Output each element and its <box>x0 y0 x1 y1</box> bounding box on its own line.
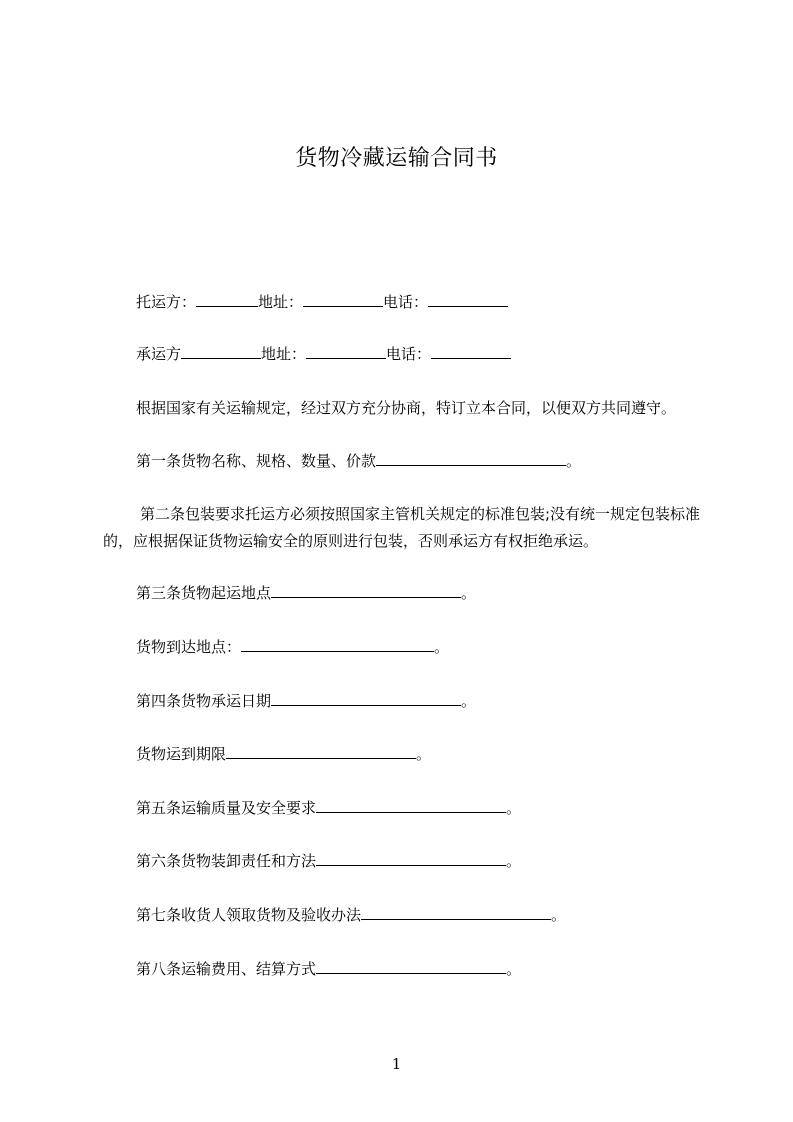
article-4-text: 第四条货物承运日期 <box>136 692 272 710</box>
arrival-place-period: 。 <box>434 638 450 656</box>
article-7-period: 。 <box>551 906 567 924</box>
article-8-blank[interactable] <box>316 959 506 974</box>
article-4 <box>136 691 476 711</box>
shipper-name-blank[interactable] <box>196 292 258 307</box>
article-1 <box>136 451 581 471</box>
shipper-phone-label: 电话： <box>383 293 429 311</box>
delivery-deadline-period: 。 <box>416 745 432 763</box>
article-3-blank[interactable] <box>271 583 461 598</box>
article-2: 第二条包装要求托运方必须按照国家主管机关规定的标准包装;没有统一规定包装标准的，应根据保证货物运输安全的原则进行包装，否则承运方有权拒绝承运。 <box>103 505 701 550</box>
carrier-line <box>136 344 511 364</box>
arrival-place <box>136 637 449 657</box>
carrier-label: 承运方 <box>136 345 182 363</box>
shipper-phone-blank[interactable] <box>428 292 508 307</box>
article-6 <box>136 851 521 871</box>
article-6-period: 。 <box>506 852 522 870</box>
arrival-place-blank[interactable] <box>241 637 434 652</box>
carrier-address-label: 地址： <box>261 345 307 363</box>
article-5 <box>136 798 521 818</box>
article-6-blank[interactable] <box>316 851 506 866</box>
delivery-deadline <box>136 744 431 764</box>
delivery-deadline-blank[interactable] <box>226 744 416 759</box>
preamble: 根据国家有关运输规定，经过双方充分协商，特订立本合同，以便双方共同遵守。 <box>136 399 677 417</box>
shipper-address-blank[interactable] <box>303 292 383 307</box>
article-3-text: 第三条货物起运地点 <box>136 584 272 602</box>
shipper-label: 托运方： <box>136 293 197 311</box>
article-1-period: 。 <box>566 452 582 470</box>
article-3-period: 。 <box>461 584 477 602</box>
article-1-blank[interactable] <box>376 451 566 466</box>
article-4-blank[interactable] <box>271 691 461 706</box>
article-6-text: 第六条货物装卸责任和方法 <box>136 852 317 870</box>
carrier-phone-blank[interactable] <box>431 344 511 359</box>
article-1-text: 第一条货物名称、规格、数量、价款 <box>136 452 377 470</box>
article-5-blank[interactable] <box>316 798 506 813</box>
shipper-address-label: 地址： <box>258 293 304 311</box>
carrier-name-blank[interactable] <box>181 344 261 359</box>
article-5-period: 。 <box>506 799 522 817</box>
page-number: 1 <box>391 1055 402 1073</box>
shipper-line <box>136 292 508 312</box>
article-5-text: 第五条运输质量及安全要求 <box>136 799 317 817</box>
article-7-text: 第七条收货人领取货物及验收办法 <box>136 906 362 924</box>
delivery-deadline-text: 货物运到期限 <box>136 745 227 763</box>
document-title: 货物冷藏运输合同书 <box>295 146 498 171</box>
article-3 <box>136 583 476 603</box>
carrier-phone-label: 电话： <box>386 345 432 363</box>
article-7 <box>136 905 566 925</box>
carrier-address-blank[interactable] <box>306 344 386 359</box>
article-4-period: 。 <box>461 692 477 710</box>
article-8 <box>136 959 521 979</box>
article-8-period: 。 <box>506 960 522 978</box>
article-7-blank[interactable] <box>361 905 551 920</box>
article-8-text: 第八条运输费用、结算方式 <box>136 960 317 978</box>
arrival-place-text: 货物到达地点： <box>136 638 242 656</box>
